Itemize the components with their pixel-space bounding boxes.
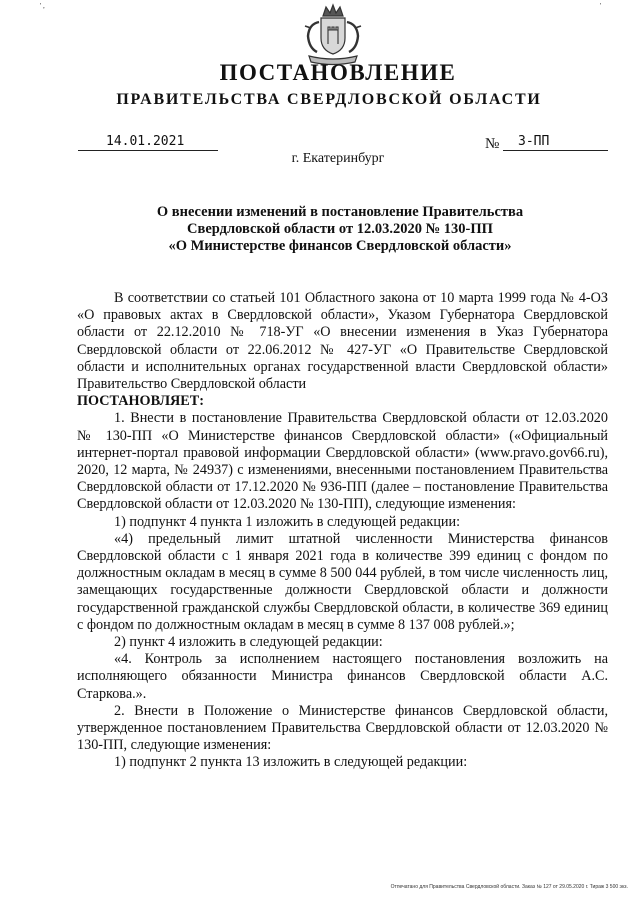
heading-line: «О Министерстве финансов Свердловской области» <box>168 238 512 254</box>
scan-mark-left: ' , <box>40 2 45 10</box>
document-city: г. Екатеринбург <box>291 151 385 166</box>
clause-1-subitem-2: 2) пункт 4 изложить в следующей редакции: <box>114 634 383 651</box>
document-heading <box>90 204 590 255</box>
clause-2-subitem-1: 1) подпункт 2 пункта 13 изложить в следующей редакции: <box>114 754 468 771</box>
document-number: 3-ПП <box>503 134 608 151</box>
clause-1-subitem-1: 1) подпункт 4 пункта 1 изложить в следующей редакции: <box>114 513 461 530</box>
clause-1-subitem-1-text: «4) предельный лимит штатной численности Министерства финансов Свердловской области с 1 января 2021 года в количестве 399 единиц с фондом по должностным окладам в месяц в сумме 8 500 044 рублей, в том числе численность лиц, замещающих государственные должности Свердловской области и должности государственной гражданской службы Свердловской области, в количестве 369 единиц с фондом по должностным окладам в месяц в сумме 8 137 008 рублей.»; <box>77 530 608 633</box>
document-title: ПОСТАНОВЛЕНИЕ <box>219 60 457 85</box>
document-body <box>77 290 608 772</box>
clause-2: 2. Внести в Положение о Министерстве финансов Свердловской области, утвержденное постановлением Правительства Свердловской области от 12.03.2020 № 130-ПП, следующие изменения: <box>77 702 608 754</box>
document-issuer: ПРАВИТЕЛЬСТВА СВЕРДЛОВСКОЙ ОБЛАСТИ <box>116 91 542 108</box>
heading-line: Свердловской области от 12.03.2020 № 130-ПП <box>187 221 493 237</box>
number-sign: № <box>485 136 500 152</box>
heading-line: О внесении изменений в постановление Правительства <box>156 204 524 220</box>
coat-of-arms-emblem <box>299 2 367 68</box>
scan-mark-right: ' <box>600 2 602 10</box>
preamble-paragraph: В соответствии со статьей 101 Областного закона от 10 марта 1999 года № 4-ОЗ «О правовых актах в Свердловской области», Указом Губернатора Свердловской области от 22.12.2010 № 718-УГ «О внесении изменения в Указ Губернатора Свердловской области от 22.06.2012 № 427-УГ «О Правительстве Свердловской области и исполнительных органах государственной власти Свердловской области» Правительство Свердловской области <box>77 290 608 393</box>
clause-1-subitem-2-text: «4. Контроль за исполнением настоящего постановления возложить на исполняющего обязанности Министра финансов Свердловской области А.С. Старкова.». <box>77 651 608 702</box>
document-date: 14.01.2021 <box>78 134 218 151</box>
clause-1: 1. Внести в постановление Правительства Свердловской области от 12.03.2020 № 130-ПП «О Министерстве финансов Свердловской области» («Официальный интернет-портал правовой информации Свердловской области» (www.pravo.gov66.ru), 2020, 12 марта, № 24937) с изменениями, внесенными постановлением Правительства Свердловской области от 17.12.2020 № 936-ПП (далее – постановление Правительства Свердловской области от 12.03.2020 № 130-ПП), следующие изменения: <box>77 410 608 513</box>
resolves-keyword: ПОСТАНОВЛЯЕТ: <box>77 393 204 410</box>
print-footer: Отпечатано для Правительства Свердловской области. Заказ № 127 от 29.05.2020 г. Тираж 3 500 экз. <box>390 884 628 890</box>
